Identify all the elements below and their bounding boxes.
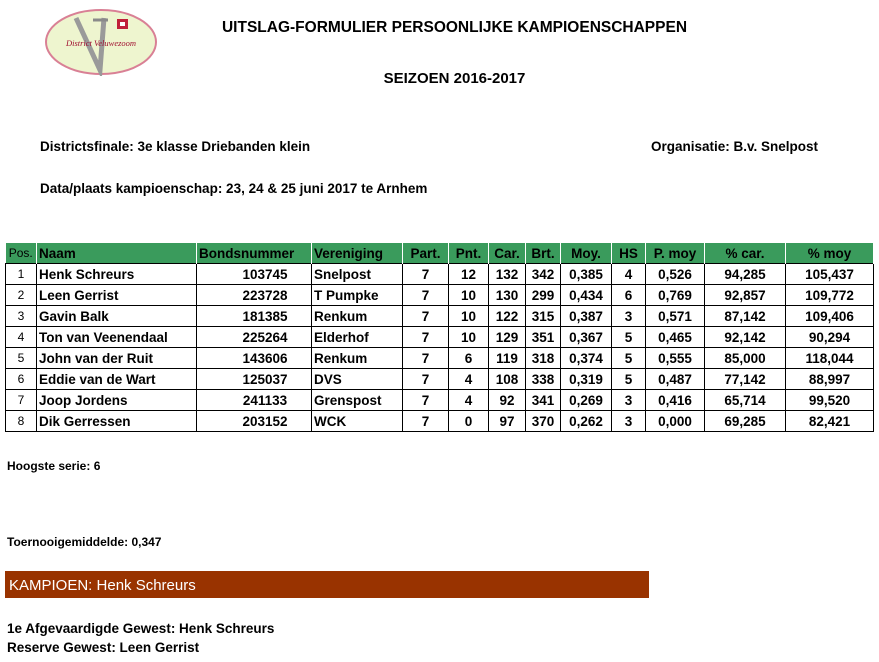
toernooigemiddelde: Toernooigemiddelde: 0,347 xyxy=(7,535,162,549)
col-vereniging: Vereniging xyxy=(312,243,403,264)
table-row xyxy=(6,369,874,390)
cell-pmoy: 0,487 xyxy=(646,369,705,390)
cell-bondsnummer: 181385 xyxy=(197,306,312,327)
col-pct-car: % car. xyxy=(705,243,786,264)
cell-hs: 5 xyxy=(612,327,646,348)
cell-pos: 8 xyxy=(6,411,37,432)
cell-pmoy: 0,465 xyxy=(646,327,705,348)
table-header-row xyxy=(6,243,874,264)
cell-pmoy: 0,571 xyxy=(646,306,705,327)
col-pmoy: P. moy xyxy=(646,243,705,264)
table-row xyxy=(6,348,874,369)
logo-text: District Veluwezoom xyxy=(65,38,137,48)
reserve-gewest: Reserve Gewest: Leen Gerrist xyxy=(7,640,200,655)
cell-naam: Eddie van de Wart xyxy=(37,369,197,390)
cell-pos: 4 xyxy=(6,327,37,348)
cell-naam: Gavin Balk xyxy=(37,306,197,327)
cell-moy: 0,262 xyxy=(561,411,612,432)
afgevaardigde-gewest: 1e Afgevaardigde Gewest: Henk Schreurs xyxy=(7,621,275,636)
cell-pct-car: 92,142 xyxy=(705,327,786,348)
col-bondsnummer: Bondsnummer xyxy=(197,243,312,264)
cell-brt: 370 xyxy=(526,411,561,432)
cell-pnt: 10 xyxy=(449,327,489,348)
cell-pct-car: 87,142 xyxy=(705,306,786,327)
cell-brt: 351 xyxy=(526,327,561,348)
results-table xyxy=(5,243,874,432)
cell-pmoy: 0,769 xyxy=(646,285,705,306)
cell-pmoy: 0,000 xyxy=(646,411,705,432)
cell-naam: Joop Jordens xyxy=(37,390,197,411)
cell-pnt: 10 xyxy=(449,285,489,306)
cell-part: 7 xyxy=(403,264,449,285)
cell-moy: 0,385 xyxy=(561,264,612,285)
cell-pct-moy: 90,294 xyxy=(786,327,874,348)
cell-pos: 7 xyxy=(6,390,37,411)
cell-brt: 299 xyxy=(526,285,561,306)
cell-bondsnummer: 225264 xyxy=(197,327,312,348)
cell-hs: 3 xyxy=(612,411,646,432)
table-row xyxy=(6,264,874,285)
page-title: UITSLAG-FORMULIER PERSOONLIJKE KAMPIOENSCHAPPEN xyxy=(221,19,688,36)
col-moy: Moy. xyxy=(561,243,612,264)
data-plaats-info: Data/plaats kampioenschap: 23, 24 & 25 juni 2017 te Arnhem xyxy=(40,181,428,196)
cell-pct-car: 92,857 xyxy=(705,285,786,306)
cell-vereniging: Renkum xyxy=(312,348,403,369)
cell-hs: 3 xyxy=(612,306,646,327)
cell-bondsnummer: 125037 xyxy=(197,369,312,390)
cell-pos: 1 xyxy=(6,264,37,285)
cell-pnt: 12 xyxy=(449,264,489,285)
cell-brt: 318 xyxy=(526,348,561,369)
table-row xyxy=(6,285,874,306)
season-title: SEIZOEN 2016-2017 xyxy=(383,70,526,87)
cell-car: 130 xyxy=(489,285,526,306)
cell-pos: 3 xyxy=(6,306,37,327)
cell-hs: 5 xyxy=(612,369,646,390)
cell-brt: 338 xyxy=(526,369,561,390)
results-table-body xyxy=(6,264,874,432)
cell-brt: 341 xyxy=(526,390,561,411)
table-row xyxy=(6,390,874,411)
cell-part: 7 xyxy=(403,327,449,348)
cell-hs: 6 xyxy=(612,285,646,306)
cell-car: 132 xyxy=(489,264,526,285)
cell-naam: Henk Schreurs xyxy=(37,264,197,285)
table-row xyxy=(6,306,874,327)
cell-vereniging: WCK xyxy=(312,411,403,432)
kampioen-banner: KAMPIOEN: Henk Schreurs xyxy=(5,571,649,598)
cell-naam: Ton van Veenendaal xyxy=(37,327,197,348)
cell-car: 122 xyxy=(489,306,526,327)
cell-pct-car: 94,285 xyxy=(705,264,786,285)
cell-part: 7 xyxy=(403,390,449,411)
cell-car: 108 xyxy=(489,369,526,390)
cell-part: 7 xyxy=(403,369,449,390)
cell-pos: 6 xyxy=(6,369,37,390)
cell-naam: Leen Gerrist xyxy=(37,285,197,306)
cell-pct-moy: 88,997 xyxy=(786,369,874,390)
cell-pnt: 6 xyxy=(449,348,489,369)
cell-bondsnummer: 143606 xyxy=(197,348,312,369)
cell-pct-moy: 82,421 xyxy=(786,411,874,432)
cell-brt: 342 xyxy=(526,264,561,285)
cell-bondsnummer: 223728 xyxy=(197,285,312,306)
cell-car: 97 xyxy=(489,411,526,432)
cell-moy: 0,269 xyxy=(561,390,612,411)
cell-pct-moy: 118,044 xyxy=(786,348,874,369)
cell-vereniging: DVS xyxy=(312,369,403,390)
cell-pct-moy: 99,520 xyxy=(786,390,874,411)
cell-vereniging: Snelpost xyxy=(312,264,403,285)
results-table-wrapper xyxy=(5,243,873,432)
col-pnt: Pnt. xyxy=(449,243,489,264)
cell-pct-car: 77,142 xyxy=(705,369,786,390)
cell-pct-moy: 109,772 xyxy=(786,285,874,306)
cell-pnt: 10 xyxy=(449,306,489,327)
cell-pct-car: 69,285 xyxy=(705,411,786,432)
cell-car: 92 xyxy=(489,390,526,411)
cell-part: 7 xyxy=(403,306,449,327)
cell-vereniging: Renkum xyxy=(312,306,403,327)
cell-moy: 0,367 xyxy=(561,327,612,348)
cell-moy: 0,374 xyxy=(561,348,612,369)
cell-part: 7 xyxy=(403,285,449,306)
cell-car: 119 xyxy=(489,348,526,369)
cell-pnt: 4 xyxy=(449,369,489,390)
col-part: Part. xyxy=(403,243,449,264)
cell-hs: 4 xyxy=(612,264,646,285)
cell-pct-car: 65,714 xyxy=(705,390,786,411)
cell-pct-moy: 109,406 xyxy=(786,306,874,327)
cell-pct-moy: 105,437 xyxy=(786,264,874,285)
col-car: Car. xyxy=(489,243,526,264)
cell-moy: 0,434 xyxy=(561,285,612,306)
cell-vereniging: Grenspost xyxy=(312,390,403,411)
hoogste-serie: Hoogste serie: 6 xyxy=(7,459,101,473)
cell-pnt: 4 xyxy=(449,390,489,411)
col-pos: Pos. xyxy=(6,243,37,264)
table-row xyxy=(6,411,874,432)
table-row xyxy=(6,327,874,348)
cell-pmoy: 0,416 xyxy=(646,390,705,411)
cell-vereniging: Elderhof xyxy=(312,327,403,348)
col-pct-moy: % moy xyxy=(786,243,874,264)
cell-naam: John van der Ruit xyxy=(37,348,197,369)
cell-pos: 2 xyxy=(6,285,37,306)
cell-part: 7 xyxy=(403,348,449,369)
cell-moy: 0,319 xyxy=(561,369,612,390)
cell-part: 7 xyxy=(403,411,449,432)
cell-vereniging: T Pumpke xyxy=(312,285,403,306)
cell-bondsnummer: 241133 xyxy=(197,390,312,411)
col-hs: HS xyxy=(612,243,646,264)
finale-info: Districtsfinale: 3e klasse Driebanden klein xyxy=(40,139,311,154)
cell-pct-car: 85,000 xyxy=(705,348,786,369)
cell-bondsnummer: 203152 xyxy=(197,411,312,432)
cell-moy: 0,387 xyxy=(561,306,612,327)
cell-hs: 3 xyxy=(612,390,646,411)
organisatie-info: Organisatie: B.v. Snelpost xyxy=(651,139,819,154)
cell-car: 129 xyxy=(489,327,526,348)
cell-pmoy: 0,526 xyxy=(646,264,705,285)
cell-hs: 5 xyxy=(612,348,646,369)
col-naam: Naam xyxy=(37,243,197,264)
col-brt: Brt. xyxy=(526,243,561,264)
cell-pnt: 0 xyxy=(449,411,489,432)
cell-brt: 315 xyxy=(526,306,561,327)
cell-naam: Dik Gerressen xyxy=(37,411,197,432)
cell-bondsnummer: 103745 xyxy=(197,264,312,285)
cell-pmoy: 0,555 xyxy=(646,348,705,369)
cell-pos: 5 xyxy=(6,348,37,369)
